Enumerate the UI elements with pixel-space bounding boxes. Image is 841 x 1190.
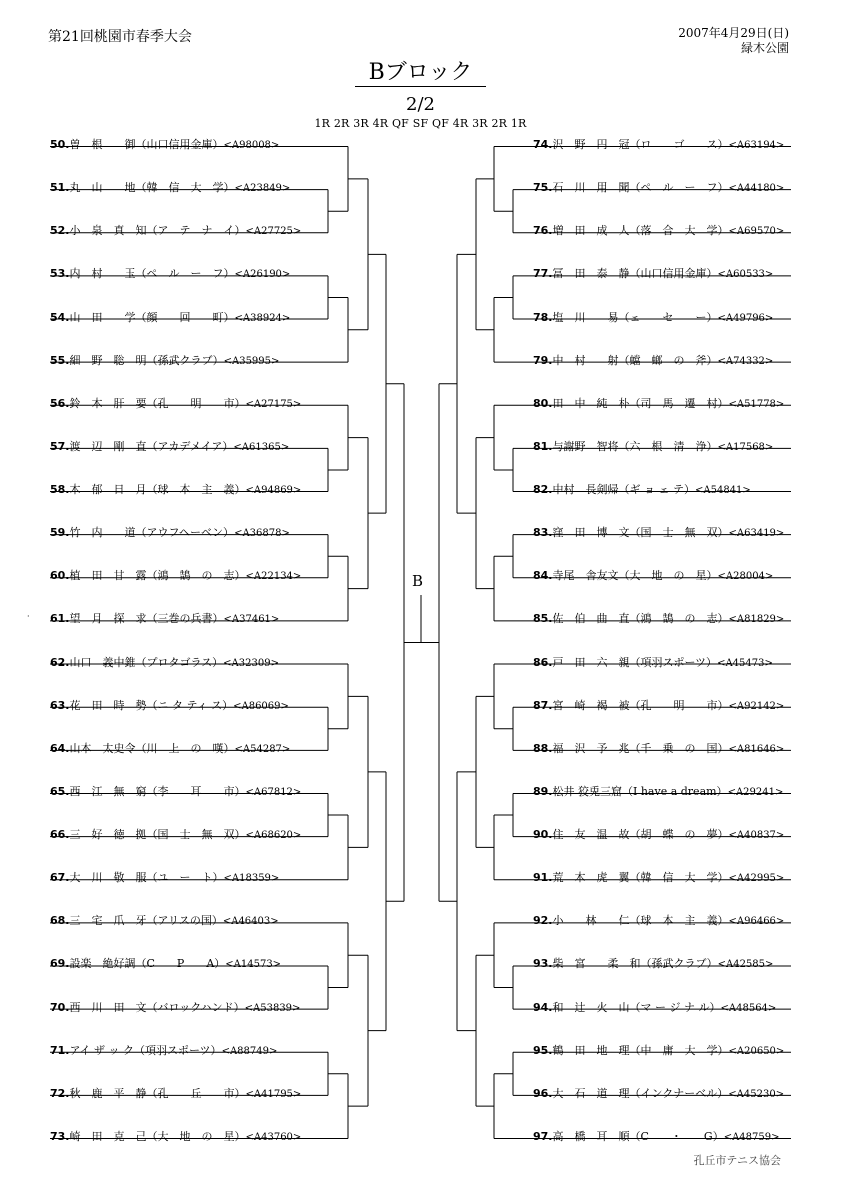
player-code: <A51778>	[728, 398, 785, 410]
player-code: <A86069>	[233, 700, 289, 712]
seed-number: 52.	[50, 224, 70, 238]
seed-number: 76.	[533, 224, 553, 238]
seed-number: 74.	[533, 138, 553, 151]
seed-number: 89.	[533, 784, 553, 798]
seed-number: 56.	[50, 396, 70, 410]
player-name-team: 増 田 成 人（落 合 大 学）	[552, 224, 729, 238]
seed-number: 50.	[50, 138, 70, 151]
seed-number: 80.	[533, 396, 553, 410]
player-name-team: 高 橋 耳 順（C ・ G）	[552, 1129, 724, 1143]
player-name-team: 石 川 用 聞（ペ ル ー フ）	[552, 181, 729, 195]
tournament-title: 第21回桃園市春季大会	[48, 29, 192, 45]
player-code: <A48564>	[720, 1002, 777, 1014]
round-labels: 1R 2R 3R 4R QF SF QF 4R 3R 2R 1R	[314, 117, 527, 130]
player-code: <A36878>	[234, 528, 290, 540]
player-name-team: 西 江 無 窮（李 耳 市）	[69, 784, 246, 798]
player-name-team: 大 川 敬 服（ユ ー ト）	[69, 871, 224, 885]
seed-number: 87.	[533, 698, 553, 712]
player-code: <A23849>	[234, 183, 291, 195]
player-name-team: 山口 義中錐（プロタゴラス）	[69, 655, 224, 669]
seed-number: 83.	[533, 526, 553, 540]
seed-number: 62.	[50, 655, 70, 669]
player-code: <A14573>	[225, 959, 282, 971]
player-name-team: 三 好 徳 拠（国 士 無 双）	[69, 828, 246, 842]
player-name-team: 植 田 甘 露（鴻 鵠 の 志）	[69, 569, 246, 583]
player-name-team: 福 沢 予 兆（千 乗 の 国）	[552, 741, 729, 755]
seed-number: 77.	[533, 267, 553, 281]
seed-number: 72.	[50, 1086, 70, 1100]
event-date: 2007年4月29日(日)	[678, 26, 789, 40]
player-name-team: 設楽 絶好調（C P A）	[69, 957, 226, 971]
player-code: <A48759>	[723, 1131, 780, 1143]
seed-number: 96.	[533, 1086, 553, 1100]
player-code: <A54841>	[695, 485, 751, 497]
player-name-team: 中村 長剣帰（ギ ョ ェ テ）	[552, 483, 695, 497]
player-code: <A44180>	[728, 183, 785, 195]
player-code: <A18359>	[223, 873, 280, 885]
page-number: 2/2	[406, 94, 435, 115]
player-name-team: 小 泉 真 知（ア テ ナ イ）	[69, 224, 246, 238]
player-name-team: 竹 内 道（アウフヘーベン）	[69, 526, 235, 540]
seed-number: 60.	[50, 569, 70, 583]
seed-number: 85.	[533, 612, 553, 626]
player-code: <A32309>	[223, 657, 279, 669]
event-venue: 緑木公園	[740, 41, 789, 55]
seed-number: 58.	[50, 483, 70, 497]
player-code: <A61365>	[233, 441, 290, 453]
seed-number: 73.	[50, 1129, 70, 1143]
player-code: <A49796>	[717, 312, 774, 324]
player-name-team: 戸 田 六 親（項羽スポーツ）	[552, 655, 718, 669]
player-name-team: 佐 伯 曲 直（鴻 鵠 の 志）	[552, 612, 729, 626]
player-code: <A81829>	[728, 614, 785, 626]
player-name-team: 望 月 探 求（三巻の兵書）	[69, 612, 224, 626]
player-code: <A69570>	[728, 226, 785, 238]
player-name-team: 寺尾 舎友文（大 地 の 星）	[552, 569, 718, 583]
player-code: <A74332>	[717, 355, 774, 367]
player-code: <A43760>	[245, 1131, 302, 1143]
seed-number: 66.	[50, 828, 70, 842]
seed-number: 61.	[50, 612, 70, 626]
player-name-team: 窪 田 博 文（国 士 無 双）	[552, 526, 729, 540]
seed-number: 67.	[50, 871, 70, 885]
player-name-team: 渡 辺 剛 直（アカデメイア）	[69, 439, 234, 453]
player-code: <A68620>	[245, 830, 302, 842]
seed-number: 82.	[533, 483, 553, 497]
player-name-team: 塩 川 易（ェ セ ー）	[552, 310, 718, 324]
seed-number: 90.	[533, 828, 553, 842]
seed-number: 65.	[50, 784, 70, 798]
player-code: <A92142>	[728, 700, 785, 712]
seed-number: 81.	[533, 439, 553, 453]
player-code: <A42995>	[728, 873, 785, 885]
seed-number: 69.	[50, 957, 70, 971]
seed-number: 97.	[533, 1129, 553, 1143]
seed-number: 59.	[50, 526, 70, 540]
player-name-team: 小 林 仁（球 本 主 義）	[552, 914, 729, 928]
player-code: <A60533>	[717, 269, 774, 281]
player-name-team: 三 宅 爪 牙（アリスの国）	[69, 914, 223, 928]
player-code: <A63194>	[728, 140, 785, 151]
seed-number: 86.	[533, 655, 553, 669]
player-code: <A45473>	[717, 657, 773, 669]
block-final-label: B	[412, 572, 424, 590]
player-name-team: 与謝野 智将（六 根 清 浄）	[552, 439, 718, 453]
player-name-team: 木 郁 日 月（球 本 主 義）	[69, 483, 246, 497]
seed-number: 91.	[533, 871, 553, 885]
player-code: <A96466>	[728, 916, 785, 928]
player-name-team: 鶴 田 地 理（中 庸 大 学）	[552, 1043, 729, 1057]
player-name-team: 内 村 玉（ペ ル ー フ）	[69, 267, 235, 281]
player-code: <A26190>	[234, 269, 291, 281]
player-name-team: 冨 田 泰 静（山口信用金庫）	[552, 267, 718, 281]
player-code: <A53839>	[244, 1002, 301, 1014]
player-code: <A67812>	[245, 786, 302, 798]
player-name-team: 中 村 射（蟷 螂 の 斧）	[552, 353, 718, 367]
player-code: <A28004>	[717, 571, 774, 583]
player-name-team: 住 友 温 故（胡 蝶 の 夢）	[552, 828, 729, 842]
association-footer: 孔丘市テニス協会	[693, 1154, 781, 1167]
player-code: <A17568>	[717, 441, 774, 453]
seed-number: 78.	[533, 310, 553, 324]
player-name-team: 秋 鹿 平 静（孔 丘 市）	[69, 1086, 246, 1100]
player-code: <A45230>	[728, 1088, 785, 1100]
seed-number: 79.	[533, 353, 553, 367]
player-name-team: 荒 木 虎 翼（韓 信 大 学）	[552, 871, 729, 885]
seed-number: 54.	[50, 310, 70, 324]
seed-number: 71.	[50, 1043, 70, 1057]
seed-number: 53.	[50, 267, 70, 281]
player-name-team: 山 田 学（顔 回 町）	[69, 310, 235, 324]
seed-number: 88.	[533, 741, 553, 755]
player-code: <A37461>	[223, 614, 280, 626]
player-name-team: 崎 田 克 己（大 地 の 星）	[69, 1129, 246, 1143]
seed-number: 95.	[533, 1043, 553, 1057]
player-code: <A27725>	[245, 226, 302, 238]
player-code: <A42585>	[717, 959, 774, 971]
player-name-team: 曽 根 御（山口信用金庫）	[69, 138, 224, 151]
player-code: <A63419>	[728, 528, 785, 540]
player-name-team: 宮 崎 褐 被（孔 明 市）	[552, 698, 729, 712]
player-code: <A29241>	[727, 786, 784, 798]
player-name-team: 和 辻 火 山（マ ー ジ ナ ル）	[552, 1000, 721, 1014]
player-name-team: 大 石 道 理（インクナーベル）	[552, 1086, 729, 1100]
player-name-team: 丸 山 地（韓 信 大 学）	[69, 181, 235, 195]
seed-number: 51.	[50, 181, 70, 195]
margin-mark: ·	[27, 612, 30, 621]
player-code: <A35995>	[223, 355, 280, 367]
player-name-team: 沢 野 円 冠（ロ ゴ ス）	[552, 138, 729, 151]
player-code: <A22134>	[245, 571, 302, 583]
player-name-team: 花 田 時 勢（ニ タ ティ ス）	[69, 698, 234, 712]
player-name-team: 松井 狡兎三窟（I have a dream）	[552, 784, 728, 798]
seed-number: 68.	[50, 914, 70, 928]
seed-number: 93.	[533, 957, 553, 971]
seed-number: 94.	[533, 1000, 553, 1014]
player-code: <A38924>	[234, 312, 291, 324]
seed-number: 64.	[50, 741, 70, 755]
seed-number: 70.	[50, 1000, 70, 1014]
seed-number: 92.	[533, 914, 553, 928]
seed-number: 75.	[533, 181, 553, 195]
player-code: <A54287>	[234, 743, 291, 755]
player-name-team: 細 野 聡 明（孫武クラブ）	[69, 353, 224, 367]
player-code: <A88749>	[221, 1045, 278, 1057]
player-name-team: 西 川 田 文（バロックハンド）	[69, 1000, 245, 1014]
player-name-team: 山本 太史令（川 上 の 嘆）	[69, 741, 235, 755]
player-code: <A20650>	[728, 1045, 785, 1057]
seed-number: 57.	[50, 439, 70, 453]
player-code: <A46403>	[222, 916, 279, 928]
player-code: <A81646>	[728, 743, 785, 755]
player-code: <A41795>	[245, 1088, 302, 1100]
player-code: <A40837>	[728, 830, 785, 842]
seed-number: 63.	[50, 698, 70, 712]
seed-number: 55.	[50, 353, 70, 367]
player-code: <A94869>	[245, 485, 302, 497]
block-title-text: Bブロック	[355, 60, 487, 87]
player-name-team: アイ ザ ッ ク（項羽スポーツ）	[69, 1043, 222, 1057]
player-code: <A27175>	[245, 398, 302, 410]
player-code: <A98008>	[223, 140, 280, 151]
player-name-team: 田 中 純 朴（司 馬 遷 村）	[552, 396, 729, 410]
player-name-team: 鈴 木 肝 要（孔 明 市）	[69, 396, 246, 410]
seed-number: 84.	[533, 569, 553, 583]
player-name-team: 柴 宮 柔 和（孫武クラブ）	[552, 957, 718, 971]
